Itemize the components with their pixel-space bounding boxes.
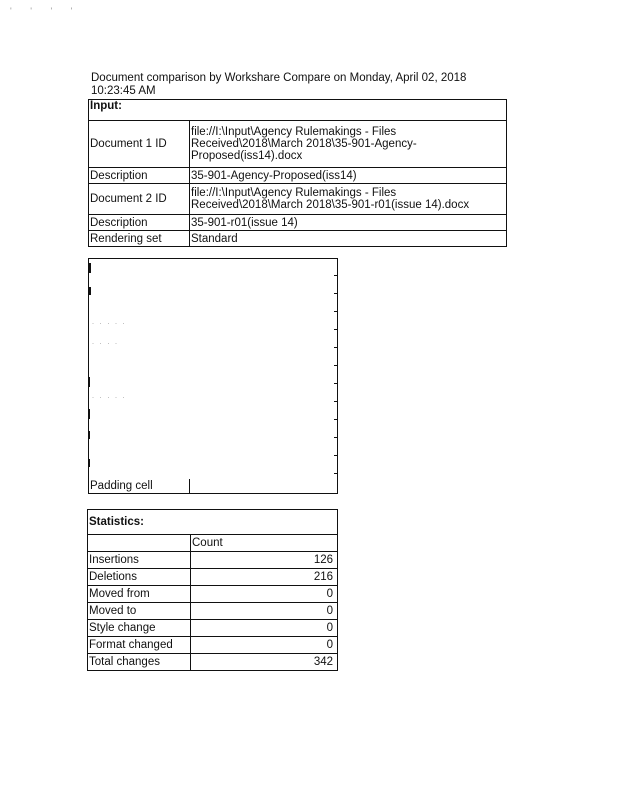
table-row [88, 654, 338, 671]
table-row [88, 637, 338, 654]
row-count: 216 [191, 569, 338, 586]
row-label: Description [89, 215, 190, 231]
row-label: Style change [88, 620, 191, 637]
row-value: file://I:\Input\Agency Rulemakings - Files Received\2018\March 2018\35-901-r01(issue 14).docx [190, 184, 507, 215]
page-title: Document comparison by Workshare Compare on Monday, April 02, 2018 10:23:45 AM [91, 72, 467, 97]
row-count: 0 [191, 620, 338, 637]
legend-tick [334, 365, 338, 366]
row-count: 0 [191, 637, 338, 654]
row-label: Document 2 ID [89, 184, 190, 215]
legend-faint-mark: · · · · · [92, 321, 127, 327]
table-row [88, 603, 338, 620]
legend-box [88, 258, 338, 494]
legend-tick [334, 329, 338, 330]
legend-tick [334, 275, 338, 276]
row-label: Document 1 ID [89, 121, 190, 168]
legend-mark [89, 409, 90, 419]
legend-faint-mark: · · · · · [92, 395, 127, 401]
row-label: Rendering set [89, 231, 190, 247]
legend-mark [89, 431, 90, 439]
legend-tick [334, 437, 338, 438]
input-table [88, 99, 507, 247]
row-count: 126 [191, 552, 338, 569]
padding-cell-divider [189, 479, 190, 493]
table-row [89, 168, 507, 184]
row-count: 0 [191, 603, 338, 620]
header-empty-cell [88, 535, 191, 552]
statistics-table [87, 509, 338, 671]
legend-faint-mark: · · · · [92, 341, 119, 347]
row-label: Moved from [88, 586, 191, 603]
table-row [88, 586, 338, 603]
row-value: 35-901-Agency-Proposed(iss14) [190, 168, 507, 184]
table-row [89, 121, 507, 168]
row-value: file://I:\Input\Agency Rulemakings - Files Received\2018\March 2018\35-901-Agency-Proposed(iss14).docx [190, 121, 507, 168]
legend-tick [334, 293, 338, 294]
legend-mark [89, 459, 90, 467]
legend-mark [89, 263, 91, 273]
row-value: Standard [190, 231, 507, 247]
row-value: 35-901-r01(issue 14) [190, 215, 507, 231]
row-label: Deletions [88, 569, 191, 586]
legend-tick [334, 347, 338, 348]
table-row [88, 552, 338, 569]
table-header-row [88, 535, 338, 552]
legend-tick [334, 401, 338, 402]
count-header: Count [191, 535, 338, 552]
legend-tick [334, 473, 338, 474]
table-row [88, 569, 338, 586]
row-label: Insertions [88, 552, 191, 569]
legend-tick [334, 311, 338, 312]
row-label: Description [89, 168, 190, 184]
legend-tick [334, 383, 338, 384]
legend-mark [89, 287, 91, 295]
table-row [89, 231, 507, 247]
row-label: Total changes [88, 654, 191, 671]
row-count: 342 [191, 654, 338, 671]
row-count: 0 [191, 586, 338, 603]
table-row [88, 620, 338, 637]
legend-mark [89, 377, 90, 387]
input-heading: Input: [89, 100, 507, 121]
statistics-heading: Statistics: [88, 510, 338, 535]
legend-tick [334, 455, 338, 456]
padding-cell-label: Padding cell [90, 480, 153, 492]
row-label: Moved to [88, 603, 191, 620]
legend-tick [334, 419, 338, 420]
scan-artifact: ' ' ' ' [10, 6, 81, 16]
row-label: Format changed [88, 637, 191, 654]
table-row [89, 215, 507, 231]
table-row [89, 184, 507, 215]
